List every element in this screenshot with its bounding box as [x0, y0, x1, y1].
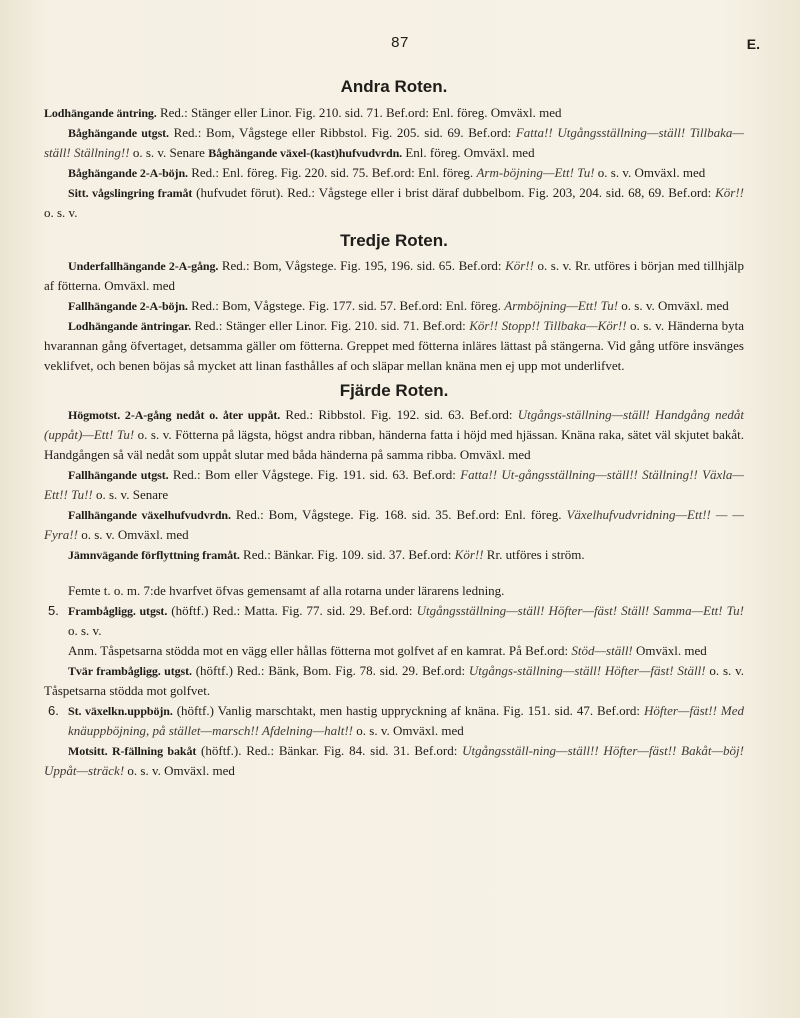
command-text: Kör!!: [454, 547, 484, 562]
exercise-text: Red.: Ribbstol. Fig. 192. sid. 63. Bef.ord:: [280, 407, 518, 422]
tredje-paragraph-3: [44, 316, 744, 376]
heading-fjarde-roten: Fjärde Roten.: [339, 381, 449, 400]
command-text: Stöd—ställ!: [571, 643, 633, 658]
exercise-text: (hufvudet förut). Red.: Vågstege eller i brist däraf dubbelbom. Fig. 203, 204. sid. 68, 69. Bef.ord:: [192, 185, 716, 200]
andra-paragraph-3: [44, 163, 744, 183]
femte-intro: Femte t. o. m. 7:de hvarfvet öfvas gemensamt af alla rotarna under lärarens ledning.: [68, 583, 505, 598]
fjarde-paragraph-4: [44, 545, 744, 565]
exercise-text: o. s. v. Senare: [92, 487, 169, 502]
femte-item-6: 6. St. växelkn.uppböjn. (höftf.) Vanlig marschtakt, men hastig uppryckning af knäna. Fig. 151. sid. 47. Bef.ord: Höfter—fäst!! Med knäuppböjning, på stället—marsch!! Afdelning—halt!! o. s. v. Omväxl. med: [48, 703, 744, 738]
exercise-term: Lodhängande äntring.: [44, 106, 157, 120]
note-text: Anm. Tåspetsarna stödda mot en vägg eller hållas fötterna mot golfvet af en kamrat. På Bef.ord:: [68, 643, 572, 658]
fjarde-paragraph-3: [44, 505, 744, 545]
exercise-text: o. s. v. Rr. utföres i början med tillhjälp af fötterna. Omväxl. med: [44, 258, 744, 293]
femte-item-5: 5. Frambågligg. utgst. (höftf.) Red.: Matta. Fig. 77. sid. 29. Bef.ord: Utgångsställning—ställ! Höfter—fäst! Ställ! Samma—Ett! Tu! o. s. v.: [48, 603, 744, 638]
exercise-text: o. s. v.: [68, 623, 102, 638]
andra-paragraph-4: [44, 183, 744, 223]
exercise-text: Red.: Stänger eller Linor. Fig. 210. sid. 71. Bef.ord: Enl. föreg. Omväxl. med: [156, 105, 562, 120]
exercise-term: Sitt. vågslingring framåt: [68, 186, 193, 200]
femte-item-6b: [44, 741, 744, 781]
exercise-text: Red.: Bom, Vågstege. Fig. 195, 196. sid. 65. Bef.ord:: [218, 258, 506, 273]
exercise-text: (höftf.) Red.: Bänk, Bom. Fig. 78. sid. 29. Bef.ord:: [191, 663, 469, 678]
exercise-text: o. s. v. Omväxl. med: [124, 763, 235, 778]
exercise-term: Fallhängande växelhufvudvrdn.: [68, 508, 231, 522]
command-text: Utgångs-ställning—ställ! Höfter—fäst! Ställ!: [468, 663, 706, 678]
exercise-text: (höftf.). Red.: Bänkar. Fig. 84. sid. 31. Bef.ord:: [196, 743, 463, 758]
exercise-term: Motsitt. R-fällning bakåt: [68, 744, 197, 758]
exercise-text: Enl. föreg. Omväxl. med: [402, 145, 535, 160]
exercise-text: o. s. v. Omväxl. med: [77, 527, 189, 542]
exercise-text: o. s. v. Senare: [129, 145, 209, 160]
page-number: 87: [391, 34, 409, 51]
exercise-term: Båghängande utgst.: [68, 126, 169, 140]
tredje-paragraph-1: [44, 256, 744, 296]
exercise-text: o. s. v. Omväxl. med: [353, 723, 464, 738]
exercise-term: Jämnvägande förflyttning framåt.: [68, 548, 240, 562]
exercise-term: Fallhängande utgst.: [68, 468, 169, 482]
command-text: Utgångs-ställning—ställ! Handgång nedåt (uppåt)—Ett! Tu!: [44, 407, 745, 442]
command-text: Fatta!! Utgångsställning—ställ! Tillbaka—ställ! Ställning!!: [44, 125, 744, 160]
exercise-term: Frambågligg. utgst.: [68, 604, 168, 618]
exercise-text: (höftf.) Vanlig marschtakt, men hastig uppryckning af knäna. Fig. 151. sid. 47. Bef.ord:: [172, 703, 644, 718]
exercise-term: Fallhängande 2-A-böjn.: [68, 299, 188, 313]
exercise-term: St. växelkn.uppböjn.: [68, 704, 173, 718]
command-text: Armböjning—Ett! Tu!: [504, 298, 619, 313]
exercise-text: Red.: Bom, Vågstege. Fig. 168. sid. 35. Bef.ord: Enl. föreg.: [230, 507, 567, 522]
exercise-term: Högmotst. 2-A-gång nedåt o. åter uppåt.: [68, 408, 281, 422]
heading-andra-roten: Andra Roten.: [340, 77, 448, 96]
exercise-text: Red.: Stänger eller Linor. Fig. 210. sid. 71. Bef.ord:: [191, 318, 470, 333]
femte-anm: [44, 641, 744, 661]
exercise-text: o. s. v. Omväxl. med: [594, 165, 706, 180]
command-text: Kör!!: [505, 258, 534, 273]
exercise-text: Rr. utföres i ström.: [483, 547, 585, 562]
exercise-text: o. s. v. Fötterna på lägsta, högst andra ribban, händerna fatta i höjd med hjässan. Knäna raka, sätet väl skjutet bakåt. Handgången så väl nedåt som uppåt slutar med båda händerna på samma ribba. Omväxl. med: [44, 427, 744, 462]
exercise-text: (höftf.) Red.: Matta. Fig. 77. sid. 29. Bef.ord:: [167, 603, 417, 618]
note-text: Omväxl. med: [632, 643, 707, 658]
command-text: Växelhufvudvridning—Ett!! — — Fyra!!: [44, 507, 744, 542]
andra-paragraph-1: [44, 103, 744, 123]
exercise-term: Tvär frambågligg. utgst.: [68, 664, 192, 678]
exercise-text: o. s. v. Tåspetsarna stödda mot golfvet.: [44, 663, 744, 698]
andra-paragraph-2: [44, 123, 744, 163]
fjarde-paragraph-2: [44, 465, 744, 505]
signature-mark: E.: [746, 36, 760, 52]
section-gap: [44, 565, 744, 581]
command-text: Höfter—fäst!! Med knäuppböjning, på stället—marsch!! Afdelning—halt!!: [68, 703, 744, 738]
exercise-text: Red.: Enl. föreg. Fig. 220. sid. 75. Bef.ord: Enl. föreg.: [187, 165, 477, 180]
exercise-text: o. s. v.: [44, 205, 78, 220]
command-text: Kör!!: [715, 185, 744, 200]
fjarde-paragraph-1: [44, 405, 744, 465]
heading-tredje-roten: Tredje Roten.: [340, 231, 448, 250]
command-text: Fatta!! Ut-gångsställning—ställ!! Ställning!! Växla—Ett!! Tu!!: [44, 467, 744, 502]
command-text: Utgångsställ-ning—ställ!! Höfter—fäst!! Bakåt—böj! Uppåt—sträck!: [44, 743, 744, 778]
command-text: Utgångsställning—ställ! Höfter—fäst! Ställ! Samma—Ett! Tu!: [416, 603, 744, 618]
exercise-term: Båghängande växel-(kast)hufvudvrdn.: [208, 146, 403, 160]
exercise-text: o. s. v. Händerna byta hvarannan gång öfvertaget, detsamma gäller om fötterna. Greppet med fötterna inläres lättast på stängerna. Vid gång utföre insvänges veklifvet, och benen böjas så mycket att linan fasthålles af och släpar mellan knäna men ej upp mot underlifvet.: [44, 318, 745, 373]
exercise-text: Red.: Bom eller Vågstege. Fig. 191. sid. 63. Bef.ord:: [168, 467, 461, 482]
command-text: Arm-böjning—Ett! Tu!: [476, 165, 595, 180]
command-text: Kör!! Stopp!! Tillbaka—Kör!!: [469, 318, 627, 333]
exercise-text: Red.: Bom, Vågstege eller Ribbstol. Fig. 205. sid. 69. Bef.ord:: [168, 125, 516, 140]
exercise-text: o. s. v. Omväxl. med: [618, 298, 729, 313]
tredje-paragraph-2: [44, 296, 744, 316]
exercise-term: Lodhängande äntringar.: [68, 319, 192, 333]
femte-item-5b: [44, 661, 744, 701]
exercise-text: Red.: Bänkar. Fig. 109. sid. 37. Bef.ord:: [239, 547, 455, 562]
exercise-term: Underfallhängande 2-A-gång.: [68, 259, 219, 273]
exercise-term: Båghängande 2-A-böjn.: [68, 166, 188, 180]
exercise-text: Red.: Bom, Vågstege. Fig. 177. sid. 57. Bef.ord: Enl. föreg.: [187, 298, 505, 313]
